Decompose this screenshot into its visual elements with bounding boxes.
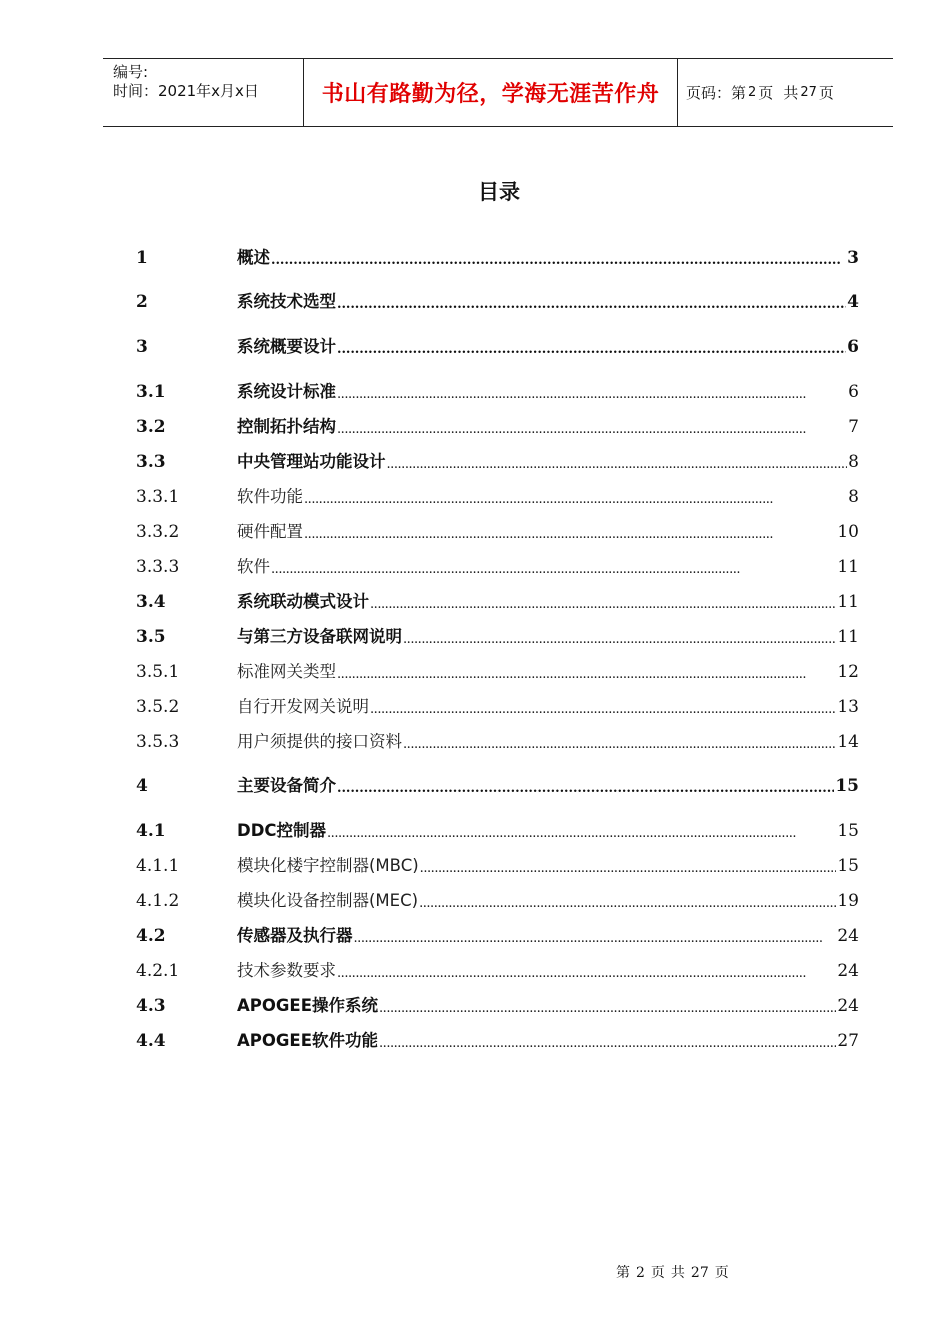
toc-entry-page: 6	[848, 382, 859, 402]
toc-leader-dots	[337, 961, 836, 981]
toc-leader-dots	[304, 522, 836, 542]
toc-entry-label: 自行开发网关说明	[237, 697, 369, 716]
toc-entry-number: 3.3.3	[136, 557, 180, 577]
toc-entry-number: 3.5.3	[136, 732, 180, 752]
toc-entry[interactable]	[136, 922, 859, 946]
toc-entry-label: DDC控制器	[237, 821, 327, 840]
toc-entry-label: 控制拓扑结构	[237, 417, 336, 436]
toc-entry-number: 4.1.2	[136, 891, 180, 911]
toc-leader-dots	[327, 821, 836, 841]
toc-entry[interactable]	[136, 518, 859, 542]
toc-entry-label: 与第三方设备联网说明	[237, 627, 402, 646]
toc-entry-number: 4.1.1	[136, 856, 180, 876]
toc-leader-dots	[387, 452, 848, 472]
toc-entry-label: 主要设备简介	[237, 776, 336, 795]
toc-leader-dots	[370, 592, 836, 612]
toc-leader-dots	[337, 337, 846, 357]
toc-entry[interactable]	[136, 1027, 859, 1051]
toc-title: 目录	[478, 180, 520, 204]
toc-entry[interactable]	[136, 623, 859, 647]
toc-entry-page: 15	[835, 776, 859, 796]
toc-entry-number: 3.3.1	[136, 487, 180, 507]
toc-entry-page: 3	[847, 248, 859, 268]
toc-entry[interactable]	[136, 957, 859, 981]
page-suffix: 页	[818, 84, 834, 102]
toc-entry[interactable]	[136, 992, 859, 1016]
toc-entry-page: 24	[837, 926, 859, 946]
toc-entry-label: 系统技术选型	[237, 292, 336, 311]
toc-entry-number: 3.5.1	[136, 662, 180, 682]
toc-entry-number: 3.5	[136, 627, 166, 647]
toc-entry-number: 3.2	[136, 417, 166, 437]
toc-entry-page: 14	[837, 732, 859, 752]
toc-entry-number: 4.2.1	[136, 961, 180, 981]
toc-entry-number: 3.3.2	[136, 522, 180, 542]
toc-entry[interactable]	[136, 887, 859, 911]
toc-entry-page: 7	[848, 417, 859, 437]
toc-leader-dots	[337, 382, 847, 402]
footer-w1: 第	[616, 1265, 630, 1281]
toc-entry-number: 4.1	[136, 821, 166, 841]
toc-entry-label: APOGEE操作系统	[237, 996, 378, 1015]
page-total-prefix: 共	[783, 84, 799, 102]
toc-entry[interactable]	[136, 852, 859, 876]
toc-leader-dots	[419, 891, 836, 911]
toc-entry[interactable]	[136, 288, 859, 312]
toc-entry[interactable]	[136, 413, 859, 437]
toc-entry-number: 3	[136, 337, 148, 357]
toc-leader-dots	[420, 856, 837, 876]
serial-label: 编号:	[113, 63, 149, 81]
toc-entry-page: 12	[837, 662, 859, 682]
toc-entry-page: 11	[837, 592, 859, 612]
toc-leader-dots	[354, 926, 837, 946]
toc-entry-page: 4	[847, 292, 859, 312]
toc-entry[interactable]	[136, 378, 859, 402]
toc-entry[interactable]	[136, 728, 859, 752]
toc-entry-label: 标准网关类型	[237, 662, 336, 681]
toc-entry-page: 15	[837, 856, 859, 876]
toc-entry-page: 8	[848, 487, 859, 507]
toc-entry-page: 13	[837, 697, 859, 717]
header-page-info	[678, 59, 893, 126]
footer-total: 27	[690, 1265, 709, 1281]
toc-leader-dots	[271, 557, 836, 577]
time-label: 时间：2021年x月x日	[113, 82, 259, 100]
toc-entry[interactable]	[136, 693, 859, 717]
toc-entry[interactable]	[136, 244, 859, 268]
toc-entry-number: 3.5.2	[136, 697, 180, 717]
toc-entry-number: 4	[136, 776, 148, 796]
toc-entry-label: 概述	[237, 248, 270, 267]
toc-entry-page: 19	[837, 891, 859, 911]
toc-entry-label: 中央管理站功能设计	[237, 452, 386, 471]
page-header	[103, 58, 893, 127]
toc-entry[interactable]	[136, 772, 859, 796]
toc-entry-label: 技术参数要求	[237, 961, 336, 980]
toc-entry-label: 软件	[237, 557, 270, 576]
toc-leader-dots	[337, 292, 846, 312]
footer-current: 2	[636, 1265, 645, 1281]
toc-leader-dots	[403, 732, 836, 752]
toc-entry-label: 硬件配置	[237, 522, 303, 541]
toc-entry[interactable]	[136, 483, 859, 507]
toc-entry-label: 用户须提供的接口资料	[237, 732, 402, 751]
toc-entry-label: 软件功能	[237, 487, 303, 506]
toc-entry-number: 1	[136, 248, 148, 268]
toc-entry-page: 24	[837, 996, 859, 1016]
toc-entry-number: 4.3	[136, 996, 166, 1016]
toc-entry-label: 模块化楼宇控制器(MBC)	[237, 856, 419, 875]
toc-entry-label: 系统联动模式设计	[237, 592, 369, 611]
page-prefix: 页码：第	[686, 84, 747, 102]
toc-entry-label: APOGEE软件功能	[237, 1031, 378, 1050]
toc-entry-page: 11	[837, 557, 859, 577]
page-mid: 页	[758, 84, 774, 102]
toc-leader-dots	[370, 697, 836, 717]
toc-entry-page: 6	[847, 337, 859, 357]
page-current: 2	[748, 85, 757, 100]
toc-leader-dots	[304, 487, 847, 507]
toc-entry-page: 11	[837, 627, 859, 647]
header-meta	[103, 59, 304, 126]
toc-entry-number: 3.3	[136, 452, 166, 472]
toc-entry-page: 27	[837, 1031, 859, 1051]
toc-entry[interactable]	[136, 588, 859, 612]
toc-leader-dots	[337, 417, 847, 437]
toc-entry[interactable]	[136, 658, 859, 682]
toc-leader-dots	[271, 248, 846, 268]
toc-entry-page: 15	[837, 821, 859, 841]
toc-entry-number: 4.2	[136, 926, 166, 946]
toc-entry[interactable]	[136, 817, 859, 841]
footer-w4: 页	[714, 1265, 729, 1281]
toc-entry[interactable]	[136, 333, 859, 357]
page-footer	[616, 1262, 735, 1282]
toc-entry-label: 传感器及执行器	[237, 926, 353, 945]
toc-leader-dots	[403, 627, 836, 647]
toc-leader-dots	[379, 1031, 836, 1051]
footer-w3: 共	[670, 1265, 685, 1281]
header-motto: 书山有路勤为径，学海无涯苦作舟	[304, 59, 678, 126]
toc-entry-label: 模块化设备控制器(MEC)	[237, 891, 419, 910]
toc-entry-page: 24	[837, 961, 859, 981]
toc-leader-dots	[379, 996, 836, 1016]
toc-entry-page: 8	[848, 452, 859, 472]
toc-entry-page: 10	[837, 522, 859, 542]
toc-entry-number: 3.4	[136, 592, 166, 612]
toc-entry-label: 系统概要设计	[237, 337, 336, 356]
page-total: 27	[800, 85, 817, 100]
toc-entry-number: 2	[136, 292, 148, 312]
toc-entry-number: 4.4	[136, 1031, 166, 1051]
footer-w2: 页	[650, 1265, 665, 1281]
toc-entry-number: 3.1	[136, 382, 166, 402]
toc-leader-dots	[337, 662, 836, 682]
toc-entry-label: 系统设计标准	[237, 382, 336, 401]
toc-entry[interactable]	[136, 553, 859, 577]
toc-entry[interactable]	[136, 448, 859, 472]
toc-leader-dots	[337, 776, 834, 796]
